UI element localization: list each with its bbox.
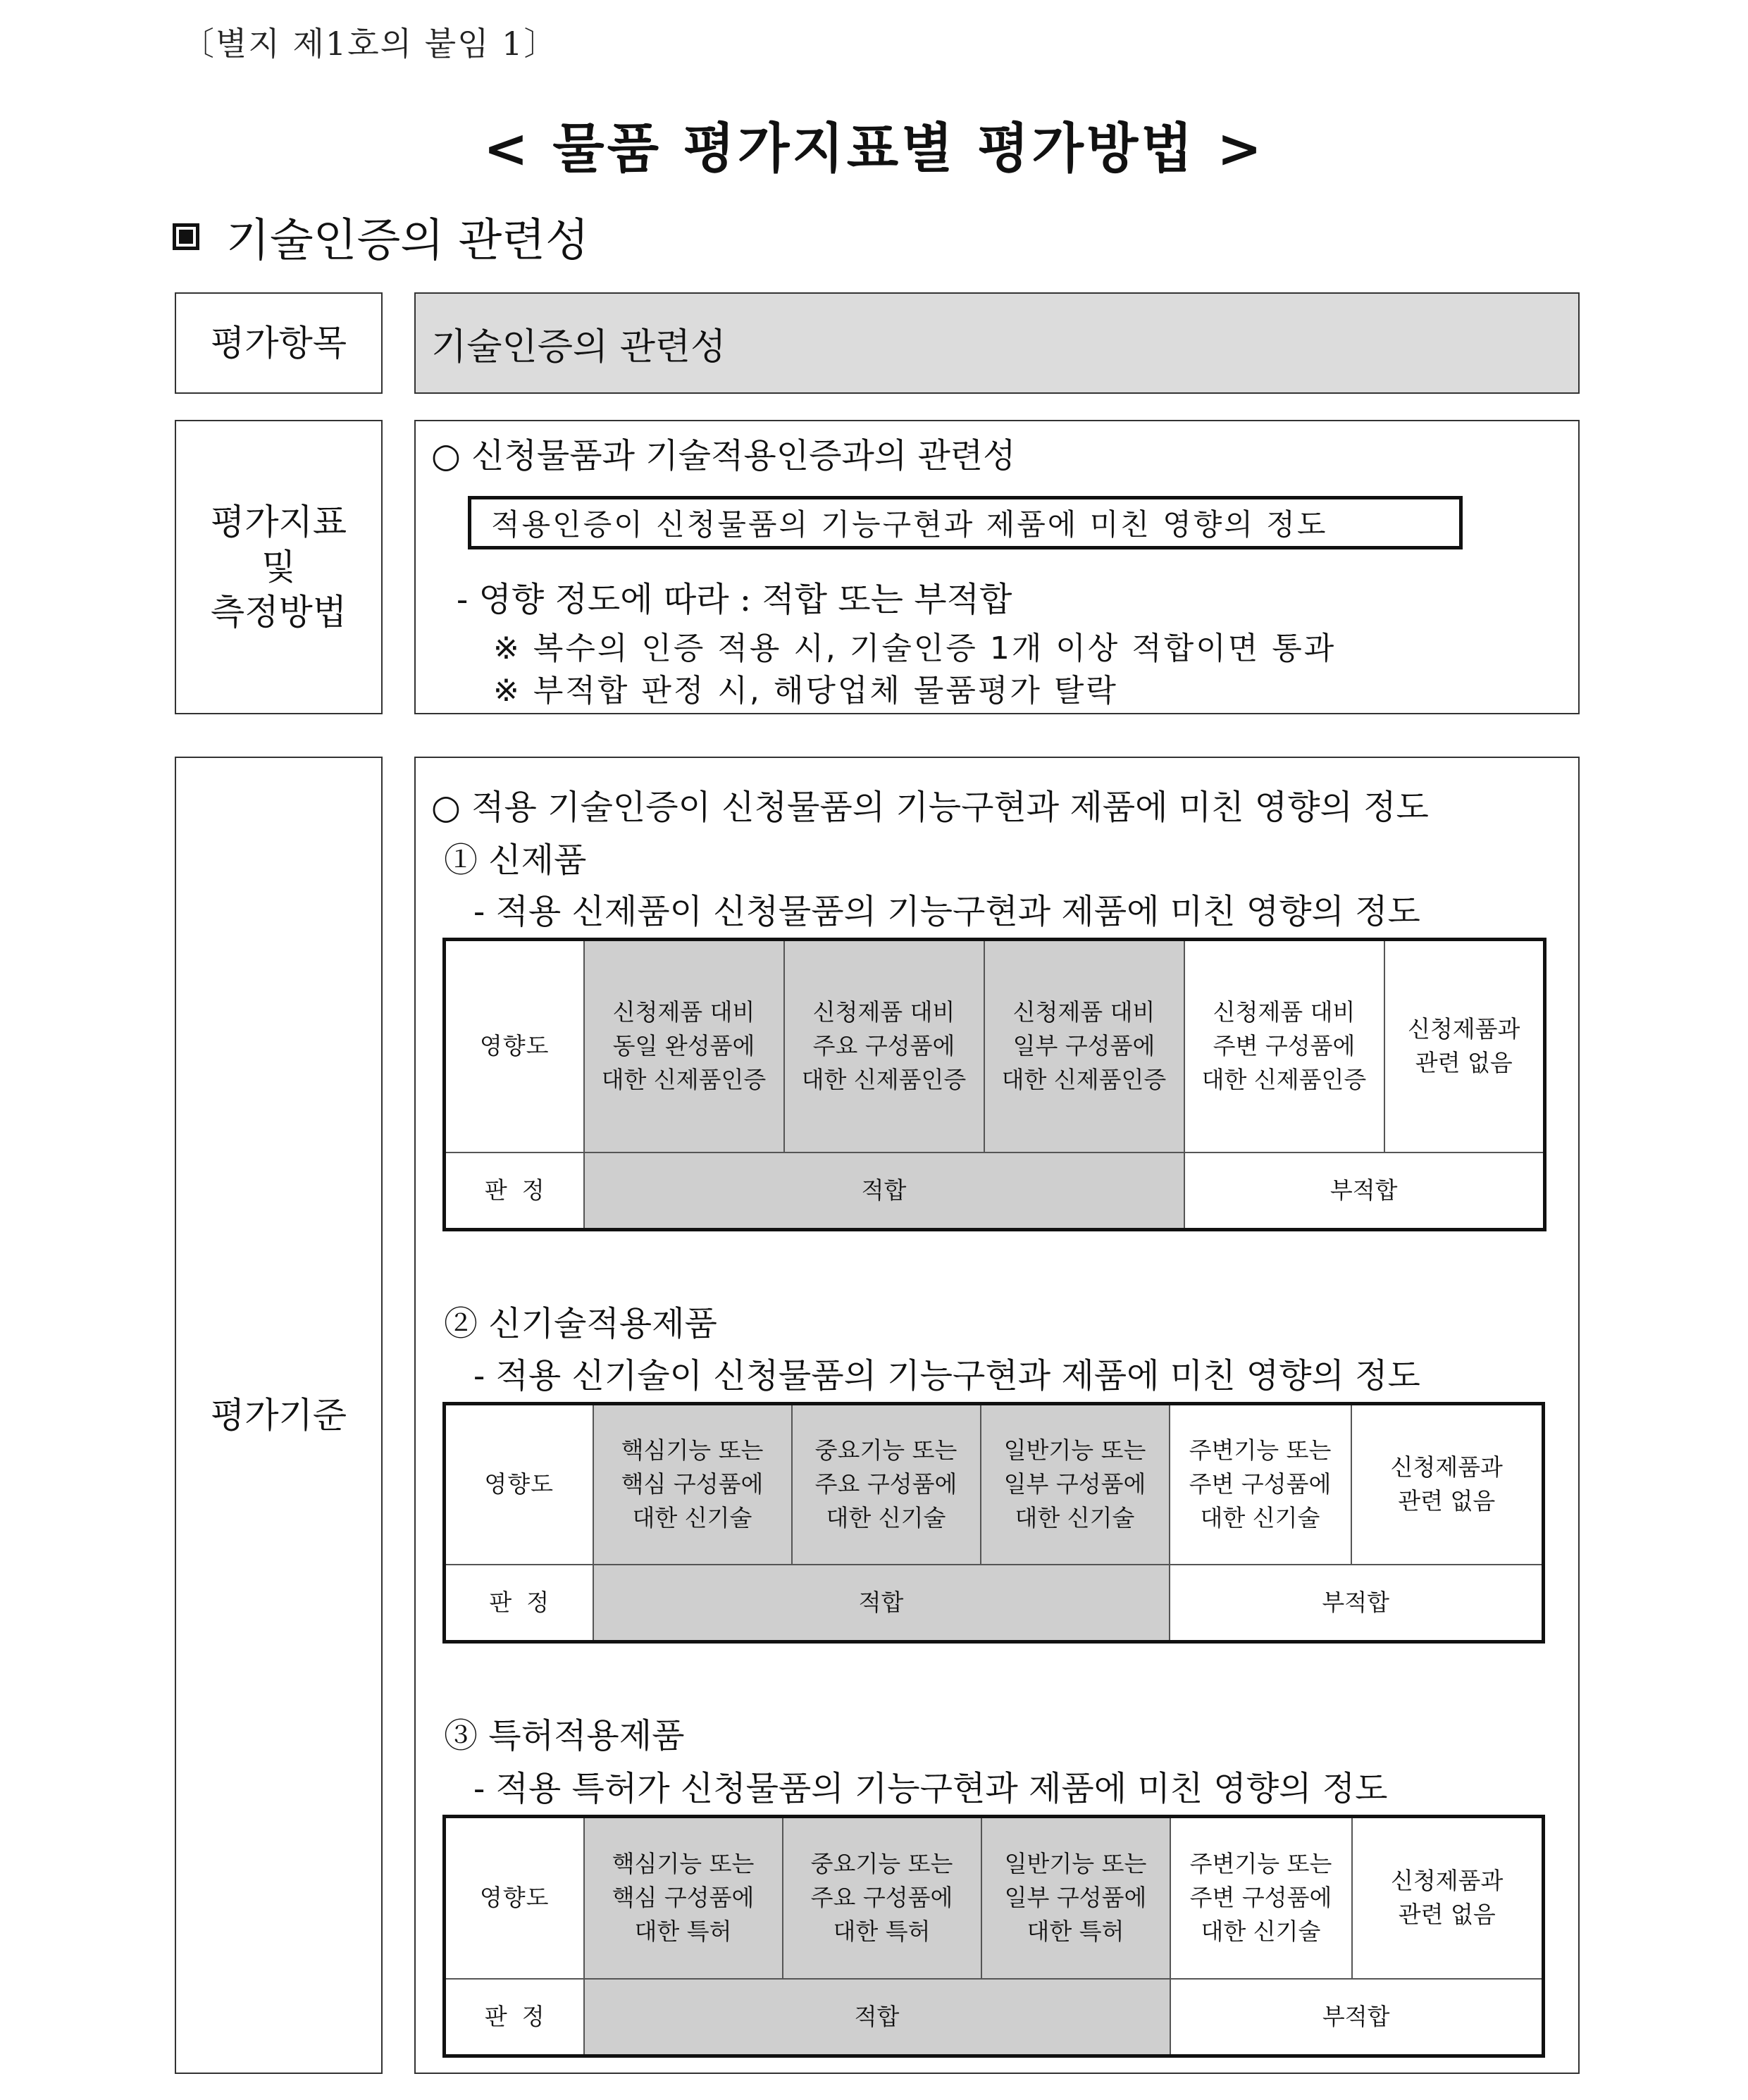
sub1-col-2: 신청제품 대비 주요 구성품에 대한 신제품인증 <box>784 940 984 1152</box>
sub3-col-2: 중요기능 또는 주요 구성품에 대한 특허 <box>783 1817 981 1979</box>
sub2-col-3: 일반기능 또는 일부 구성품에 대한 신기술 <box>981 1404 1170 1565</box>
indicator-key-box: 적용인증이 신청물품의 기능구현과 제품에 미친 영향의 정도 <box>468 496 1463 549</box>
indicator-note-1: ※ 복수의 인증 적용 시, 기술인증 1개 이상 적합이면 통과 <box>493 630 1337 666</box>
indicator-dash: - 영향 정도에 따라 : 적합 또는 부적합 <box>457 580 1012 619</box>
sub3-desc: - 적용 특허가 신청물품의 기능구현과 제품에 미친 영향의 정도 <box>473 1769 1388 1808</box>
sub3-heading: ③ 특허적용제품 <box>444 1716 685 1756</box>
sub2-col-4: 주변기능 또는 주변 구성품에 대한 신기술 <box>1170 1404 1351 1565</box>
sub3-col-4: 주변기능 또는 주변 구성품에 대한 신기술 <box>1170 1817 1352 1979</box>
section-heading-text: 기술인증의 관련성 <box>226 215 589 267</box>
sub2-desc: - 적용 신기술이 신청물품의 기능구현과 제품에 미친 영향의 정도 <box>473 1356 1420 1396</box>
indicator-label-line2: 및 <box>261 547 296 588</box>
sub1-judge-label: 판 정 <box>445 1152 584 1230</box>
sub1-col-1: 신청제품 대비 동일 완성품에 대한 신제품인증 <box>584 940 784 1152</box>
indicator-bullet: ○ 신청물품과 기술적용인증과의 관련성 <box>431 436 1016 476</box>
page-title: < 물품 평가지표별 평가방법 > <box>483 117 1265 180</box>
sub3-col-3: 일반기능 또는 일부 구성품에 대한 특허 <box>981 1817 1170 1979</box>
sub3-col-5: 신청제품과 관련 없음 <box>1352 1817 1544 1979</box>
filled-square-icon <box>173 223 199 250</box>
criteria-label: 평가기준 <box>175 757 383 2074</box>
sub2-judge-label: 판 정 <box>445 1565 593 1642</box>
sub2-col-2: 중요기능 또는 주요 구성품에 대한 신기술 <box>792 1404 981 1565</box>
sub1-fail: 부적합 <box>1184 1152 1545 1230</box>
section-heading <box>173 204 589 269</box>
sub2-pass: 적합 <box>593 1565 1170 1642</box>
sub1-desc: - 적용 신제품이 신청물품의 기능구현과 제품에 미친 영향의 정도 <box>473 892 1420 931</box>
sub2-table <box>442 1402 1545 1644</box>
sub3-pass: 적합 <box>584 1979 1170 2056</box>
criteria-intro: ○ 적용 기술인증이 신청물품의 기능구현과 제품에 미친 영향의 정도 <box>431 788 1429 827</box>
sub1-heading: ① 신제품 <box>444 840 587 880</box>
sub3-table <box>442 1815 1545 2058</box>
evaluation-item-value: 기술인증의 관련성 <box>414 292 1580 394</box>
indicator-label-line3: 측정방법 <box>210 592 347 633</box>
indicator-label-line1: 평가지표 <box>210 502 347 542</box>
sub3-row-label: 영향도 <box>445 1817 584 1979</box>
sub3-judge-label: 판 정 <box>445 1979 584 2056</box>
sub2-col-1: 핵심기능 또는 핵심 구성품에 대한 신기술 <box>593 1404 792 1565</box>
attachment-label: 〔별지 제1호의 붙임 1〕 <box>182 25 558 63</box>
sub1-row-label: 영향도 <box>445 940 584 1152</box>
indicator-note-2: ※ 부적합 판정 시, 해당업체 물품평가 탈락 <box>493 673 1118 709</box>
sub2-col-5: 신청제품과 관련 없음 <box>1351 1404 1544 1565</box>
indicator-label <box>175 420 383 714</box>
evaluation-item-label: 평가항목 <box>175 292 383 394</box>
sub1-col-3: 신청제품 대비 일부 구성품에 대한 신제품인증 <box>984 940 1184 1152</box>
sub2-row-label: 영향도 <box>445 1404 593 1565</box>
sub1-col-4: 신청제품 대비 주변 구성품에 대한 신제품인증 <box>1184 940 1384 1152</box>
sub3-fail: 부적합 <box>1170 1979 1544 2056</box>
sub1-col-5: 신청제품과 관련 없음 <box>1384 940 1545 1152</box>
sub2-fail: 부적합 <box>1170 1565 1544 1642</box>
sub1-table <box>442 938 1546 1231</box>
sub1-pass: 적합 <box>584 1152 1184 1230</box>
sub3-col-1: 핵심기능 또는 핵심 구성품에 대한 특허 <box>584 1817 783 1979</box>
sub2-heading: ② 신기술적용제품 <box>444 1304 717 1343</box>
